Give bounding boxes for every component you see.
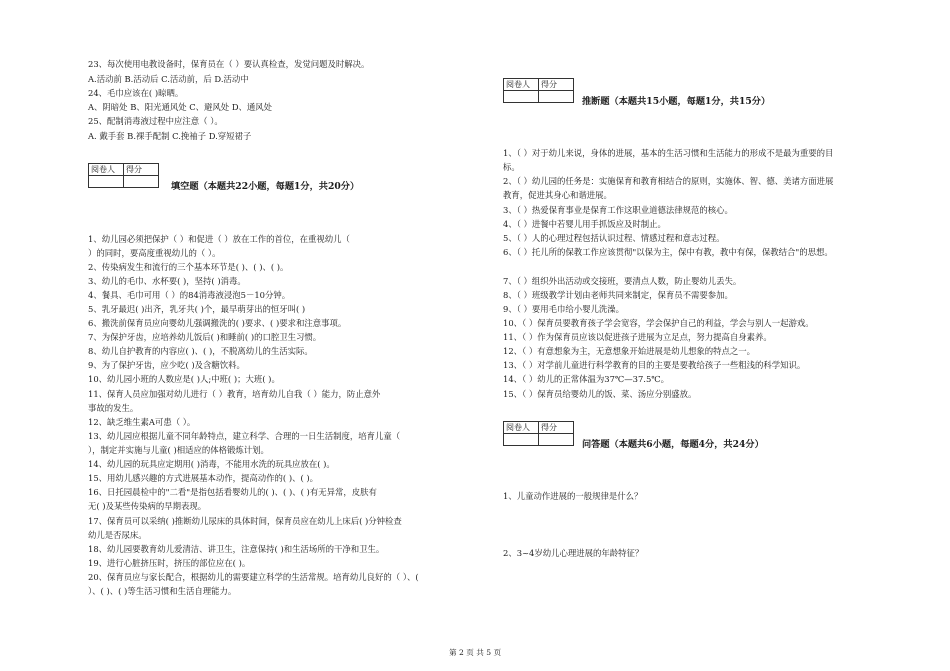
judge-line: 1、（ ）对于幼儿来说，身体的进展，基本的生活习惯和生活能力的形成不是最为重要的目	[503, 148, 834, 158]
qa-question: 2、3~4岁幼儿心理进展的年龄特征？	[503, 548, 644, 558]
judge-line: 9、（ ）要用毛巾给小婴儿洗澡。	[503, 304, 625, 314]
mc-line: 25、配制消毒液过程中应注意（ ）。	[88, 116, 223, 126]
fill-line: 10、幼儿园小班的人数应是( )人;中班( )；大班( )。	[88, 374, 280, 384]
fill-line: 18、幼儿园要教育幼儿爱清洁、讲卫生，注意保持( )和生活场所的干净和卫生。	[88, 544, 385, 554]
fill-line: 19、进行心脏挤压时，挤压的部位应在( )。	[88, 558, 251, 568]
fill-line: 3、幼儿的毛巾、水杯要( )，坚持( )消毒。	[88, 276, 246, 286]
fill-line: ），制定并实施与儿童( )相适应的体格锻炼计划。	[88, 445, 269, 455]
judge-line: 15、（ ）保育员给婴幼儿的饭、菜、汤应分别盛放。	[503, 389, 697, 399]
section-title-judge: 推断题（本题共15小题，每题1分，共15分）	[582, 96, 771, 107]
score-label: 得分	[124, 164, 159, 176]
mc-options: A、阴暗处 B、阳光通风处 C、避风处 D、通风处	[88, 102, 273, 112]
mc-options: A. 戴手套 B.裸手配制 C.挽袖子 D.穿短裙子	[88, 131, 252, 141]
fill-line: 8、幼儿自护教育的内容应( )、( )，不脱离幼儿的生活实际。	[88, 346, 313, 356]
score-cell	[539, 434, 574, 446]
fill-line: 4、餐具、毛巾可用（ ）的84消毒液浸泡5－10分钟。	[88, 290, 291, 300]
page-footer: 第 2 页 共 5 页	[448, 648, 502, 657]
fill-line: 9、为了保护牙齿，应少吃( )及含糖饮料。	[88, 360, 245, 370]
grader-cell	[504, 91, 539, 103]
grader-label: 阅卷人	[89, 164, 124, 176]
fill-line: 5、乳牙最迟( )出齐，乳牙共( )个，最早萌芽出的恒牙叫( )	[88, 304, 306, 314]
score-label: 得分	[539, 79, 574, 91]
section-title-fill: 填空题（本题共22小题，每题1分，共20分）	[171, 181, 360, 192]
mc-options: A.活动前 B.活动后 C.活动前，后 D.活动中	[88, 74, 249, 84]
score-cell	[124, 176, 159, 188]
fill-line: ）、( )、( )等生活习惯和生活自理能力。	[88, 586, 237, 596]
score-cell	[539, 91, 574, 103]
fill-line: 11、保育人员应加强对幼儿进行（ ）教育，培育幼儿自我（ ）能力，防止意外	[88, 389, 381, 399]
judge-line: 5、（ ）人的心理过程包括认识过程、情感过程和意志过程。	[503, 233, 725, 243]
judge-line: 10、（ ）保育员要教育孩子学会宽容，学会保护自己的利益，学会与别人一起游戏。	[503, 318, 814, 328]
judge-line: 7、（ ）组织外出活动或交接班，要清点人数，防止婴幼儿丢失。	[503, 276, 742, 286]
fill-line: 幼儿是否尿床。	[88, 530, 147, 540]
fill-line: 12、缺乏维生素A可患（ ）。	[88, 417, 196, 427]
judge-line: 4、（ ）进餐中若婴儿用手抓饭应及时制止。	[503, 219, 666, 229]
judge-line: 8、（ ）班级教学计划由老师共同来制定，保育员不需要参加。	[503, 290, 733, 300]
mc-line: 23、每次使用电教设备时，保育员在（ ）要认真检查，发觉问题及时解决。	[88, 59, 370, 69]
score-label: 得分	[539, 422, 574, 434]
judge-line: 教育，促进其身心和谐进展。	[503, 190, 612, 200]
qa-question: 1、儿童动作进展的一般规律是什么？	[503, 491, 643, 501]
mc-line: 24、毛巾应该在( )晾晒。	[88, 88, 184, 98]
fill-line: 无( )及某些传染病的早期表现。	[88, 501, 207, 511]
score-table	[503, 421, 574, 446]
score-table	[503, 78, 574, 103]
fill-line: 2、传染病发生和流行的三个基本环节是( )、( )、( )。	[88, 262, 289, 272]
judge-line: 6、（ ）托儿所的保教工作应该贯彻"以保为主，保中有教，教中有保，保教结合"的思想。	[503, 247, 833, 257]
grader-cell	[504, 434, 539, 446]
fill-line: 20、保育员应与家长配合，根据幼儿的需要建立科学的生活常规。培育幼儿良好的（ ）、(	[88, 572, 419, 582]
fill-line: 14、幼儿园的玩具应定期用( )消毒，不能用水洗的玩具应放在( )。	[88, 459, 335, 469]
judge-line: 标。	[503, 162, 520, 172]
grader-label: 阅卷人	[504, 422, 539, 434]
judge-line: 3、（ ）热爱保育事业是保育工作这职业道德法律规范的核心。	[503, 205, 733, 215]
fill-line: 6、搬洗前保育员应向婴幼儿强调搬洗的( )要求、( )要求和注意事项。	[88, 318, 347, 328]
fill-line: ）的同时，要高度重视幼儿的（ ）。	[88, 248, 221, 258]
fill-line: 13、幼儿园应根据儿童不同年龄特点，建立科学、合理的一日生活制度，培育儿童（	[88, 431, 401, 441]
fill-line: 事故的发生。	[88, 403, 139, 413]
score-table	[88, 163, 159, 188]
fill-line: 15、用幼儿感兴趣的方式进展基本动作，提高动作的( )、( )。	[88, 473, 319, 483]
section-title-qa: 问答题（本题共6小题，每题4分，共24分）	[582, 439, 764, 450]
judge-line: 11、（ ）作为保育员应该以促进孩子进展为立足点，努力提高自身素养。	[503, 332, 772, 342]
fill-line: 16、日托园晨检中的"二看"是指包括看婴幼儿的( )、( )、( )有无异常，皮肤有	[88, 487, 377, 497]
judge-line: 13、（ ）对学前儿童进行科学教育的目的主要是要教给孩子一些粗浅的科学知识。	[503, 360, 806, 370]
grader-cell	[89, 176, 124, 188]
fill-line: 1、幼儿园必须把保护（ ）和促进（ ）放在工作的首位，在重视幼儿（	[88, 234, 350, 244]
judge-line: 2、（ ）幼儿园的任务是：实施保育和教育相结合的原则，实施体、智、德、美诸方面进展	[503, 176, 834, 186]
judge-line: 12、（ ）有意想象为主，无意想象开始进展是幼儿想象的特点之一。	[503, 346, 755, 356]
grader-label: 阅卷人	[504, 79, 539, 91]
fill-line: 7、为保护牙齿，应培养幼儿饭后( )和睡前( )的口腔卫生习惯。	[88, 332, 322, 342]
judge-line: 14、（ ）幼儿的正常体温为37℃—37.5℃。	[503, 374, 670, 384]
fill-line: 17、保育员可以采纳( )推断幼儿尿床的具体时间，保育员应在幼儿上床后( )分钟检查	[88, 516, 402, 526]
